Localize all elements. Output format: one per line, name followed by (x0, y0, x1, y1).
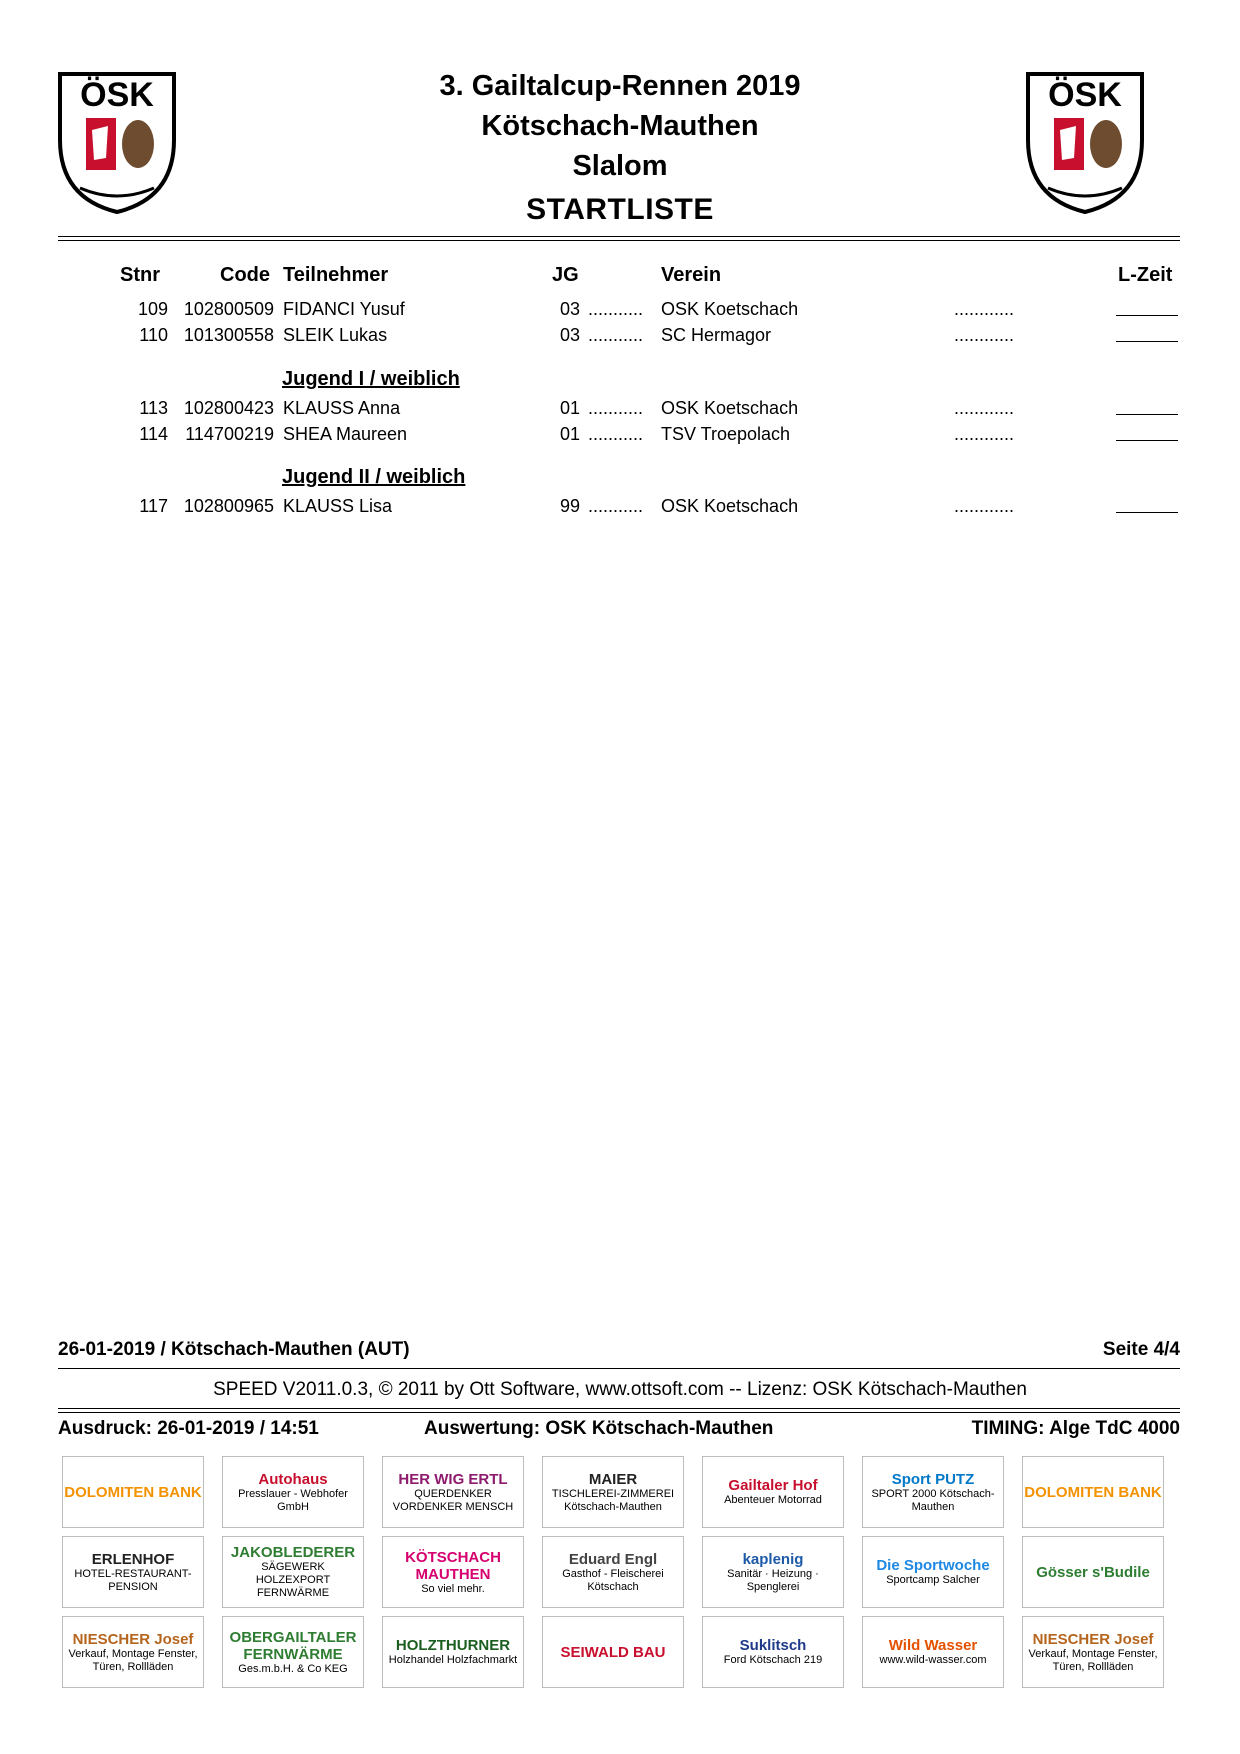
dots-placeholder: ........... (588, 424, 644, 444)
sponsor-logo (702, 1616, 844, 1688)
sponsor-tagline: Gasthof - Fleischerei Kötschach (562, 1567, 664, 1593)
table-row (0, 398, 1240, 424)
dots-placeholder: ........... (588, 398, 644, 418)
club: OSK Koetschach (661, 299, 799, 319)
code: 101300558 (183, 325, 274, 345)
dots-placeholder: ............ (954, 398, 1015, 418)
sponsor-tagline: QUERDENKER VORDENKER MENSCH (392, 1487, 514, 1513)
sponsor-logo (862, 1456, 1004, 1528)
birth-year: 03 (559, 325, 580, 345)
footer-evaluation: Auswertung: OSK Kötschach-Mauthen (424, 1418, 774, 1439)
birth-year: 01 (559, 398, 580, 418)
sponsor-logo (862, 1616, 1004, 1688)
code: 102800423 (183, 398, 274, 418)
sponsor-tagline: Verkauf, Montage Fenster, Türen, Rollläden (68, 1647, 198, 1673)
sponsor-name: OBERGAILTALER FERNWÄRME (229, 1628, 357, 1663)
sponsor-name: Gösser s'Budile (1036, 1563, 1150, 1581)
sponsor-logo (1022, 1536, 1164, 1608)
sponsor-logo (222, 1536, 364, 1608)
group-title: Jugend I / weiblich (282, 368, 460, 390)
footer-timing: TIMING: Alge TdC 4000 (971, 1418, 1180, 1439)
sponsor-tagline: Verkauf, Montage Fenster, Türen, Rollläden (1028, 1647, 1158, 1673)
sponsor-name: Wild Wasser (888, 1637, 978, 1654)
sponsor-name: kaplenig (742, 1550, 804, 1568)
sponsor-tagline: Sanitär · Heizung · Spenglerei (727, 1567, 819, 1593)
sponsor-logo (62, 1616, 204, 1688)
lzeit-blank (1116, 424, 1178, 441)
footer-printed: Ausdruck: 26-01-2019 / 14:51 (58, 1418, 319, 1439)
sponsor-name: Suklitsch (739, 1637, 807, 1654)
sponsor-logo (382, 1456, 524, 1528)
sponsor-logo (222, 1456, 364, 1528)
sponsor-logo (382, 1536, 524, 1608)
footer-software: SPEED V2011.0.3, © 2011 by Ott Software, www.ottsoft.com -- Lizenz: OSK Kötschach-Mauthen (213, 1379, 1027, 1400)
sponsor-tagline: SÄGEWERK HOLZEXPORT FERNWÄRME (255, 1561, 331, 1599)
table-row (0, 424, 1240, 450)
sponsor-name: SEIWALD BAU (560, 1643, 666, 1661)
sponsor-grid (62, 1456, 1178, 1686)
birth-year: 03 (559, 299, 580, 319)
participant-name: FIDANCI Yusuf (283, 299, 405, 319)
sponsor-tagline: So viel mehr. (421, 1582, 485, 1595)
sponsor-name: NIESCHER Josef (1032, 1630, 1154, 1648)
footer-rule-top (58, 1368, 1180, 1369)
sponsor-logo (222, 1616, 364, 1688)
stnr: 117 (139, 496, 168, 516)
participant-name: KLAUSS Anna (283, 398, 401, 418)
sponsor-logo (542, 1536, 684, 1608)
osk-logo-right (1024, 70, 1146, 216)
table-row (0, 325, 1240, 351)
sponsor-logo (62, 1536, 204, 1608)
sponsor-name: Autohaus (258, 1470, 328, 1488)
lzeit-blank (1116, 496, 1178, 513)
stnr: 114 (139, 424, 168, 444)
club: SC Hermagor (661, 325, 772, 345)
code: 114700219 (185, 424, 274, 444)
group-title: Jugend II / weiblich (282, 466, 466, 488)
header-rule-bottom (58, 240, 1180, 241)
lzeit-blank (1116, 299, 1178, 316)
sponsor-tagline: www.wild-wasser.com (879, 1654, 987, 1666)
sponsor-name: MAIER (588, 1470, 638, 1488)
sponsor-logo (702, 1456, 844, 1528)
footer-rule-mid2 (58, 1412, 1180, 1413)
sponsor-name: Gailtaler Hof (728, 1477, 818, 1494)
sponsor-name: Eduard Engl (568, 1550, 658, 1568)
sponsor-name: HER WIG ERTL (398, 1470, 508, 1488)
dots-placeholder: ............ (954, 496, 1015, 516)
event-discipline: Slalom (572, 150, 668, 182)
sponsor-logo (862, 1536, 1004, 1608)
col-header-lzeit: L-Zeit (1118, 264, 1173, 286)
stnr: 113 (139, 398, 168, 418)
sponsor-tagline: Holzhandel Holzfachmarkt (388, 1654, 518, 1666)
col-header-name: Teilnehmer (283, 264, 389, 286)
sponsor-logo (382, 1616, 524, 1688)
document-title: STARTLISTE (526, 193, 714, 226)
sponsor-name: DOLOMITEN BANK (1024, 1483, 1162, 1501)
dots-placeholder: ........... (588, 496, 644, 516)
svg-text:ÖSK: ÖSK (1048, 76, 1122, 114)
dots-placeholder: ........... (588, 325, 644, 345)
birth-year: 99 (559, 496, 580, 516)
sponsor-tagline: Ges.m.b.H. & Co KEG (238, 1662, 348, 1675)
footer-rule-mid (58, 1408, 1180, 1409)
sponsor-tagline: SPORT 2000 Kötschach-Mauthen (871, 1487, 995, 1513)
title-block (300, 66, 940, 230)
sponsor-name: Sport PUTZ (891, 1470, 975, 1488)
club: OSK Koetschach (661, 398, 799, 418)
club: TSV Troepolach (661, 424, 791, 444)
sponsor-tagline: TISCHLEREI-ZIMMEREI Kötschach-Mauthen (551, 1487, 675, 1513)
footer-date-place: 26-01-2019 / Kötschach-Mauthen (AUT) (58, 1339, 410, 1360)
stnr: 110 (139, 325, 168, 345)
col-header-stnr: Stnr (120, 264, 160, 286)
lzeit-blank (1116, 398, 1178, 415)
sponsor-name: ERLENHOF (91, 1550, 175, 1568)
dots-placeholder: ............ (954, 424, 1015, 444)
sponsor-name: Die Sportwoche (876, 1557, 990, 1574)
sponsor-logo (542, 1616, 684, 1688)
table-row (0, 299, 1240, 325)
sponsor-logo (542, 1456, 684, 1528)
stnr: 109 (137, 299, 168, 319)
participant-name: KLAUSS Lisa (283, 496, 393, 516)
col-header-jg: JG (552, 264, 579, 286)
footer-page-number: Seite 4/4 (1102, 1339, 1180, 1360)
sponsor-logo (1022, 1616, 1164, 1688)
dots-placeholder: ............ (954, 299, 1015, 319)
table-row (0, 496, 1240, 522)
sponsor-tagline: Abenteuer Motorrad (724, 1494, 822, 1506)
sponsor-name: KÖTSCHACH MAUTHEN (405, 1548, 501, 1583)
sponsor-name: NIESCHER Josef (72, 1630, 194, 1648)
birth-year: 01 (559, 424, 580, 444)
code: 102800965 (183, 496, 274, 516)
col-header-club: Verein (661, 264, 722, 286)
sponsor-name: DOLOMITEN BANK (64, 1483, 202, 1501)
event-title: 3. Gailtalcup-Rennen 2019 (439, 70, 801, 102)
sponsor-logo (1022, 1456, 1164, 1528)
sponsor-logo (702, 1536, 844, 1608)
sponsor-name: HOLZTHURNER (395, 1637, 511, 1654)
sponsor-tagline: HOTEL-RESTAURANT-PENSION (74, 1567, 192, 1593)
club: OSK Koetschach (661, 496, 799, 516)
sponsor-tagline: Ford Kötschach 219 (723, 1654, 823, 1666)
sponsor-tagline: Sportcamp Salcher (886, 1574, 980, 1586)
participant-name: SHEA Maureen (283, 424, 408, 444)
event-location: Kötschach-Mauthen (481, 110, 759, 142)
code: 102800509 (183, 299, 274, 319)
dots-placeholder: ............ (954, 325, 1015, 345)
participant-name: SLEIK Lukas (283, 325, 388, 345)
col-header-code: Code (220, 264, 270, 286)
dots-placeholder: ........... (588, 299, 644, 319)
sponsor-name: JAKOBLEDERER (230, 1544, 356, 1561)
svg-text:ÖSK: ÖSK (80, 76, 154, 114)
sponsor-tagline: Presslauer - Webhofer GmbH (238, 1487, 348, 1513)
header-rule-top (58, 236, 1180, 237)
osk-logo-left (56, 70, 178, 216)
sponsor-logo (62, 1456, 204, 1528)
lzeit-blank (1116, 325, 1178, 342)
